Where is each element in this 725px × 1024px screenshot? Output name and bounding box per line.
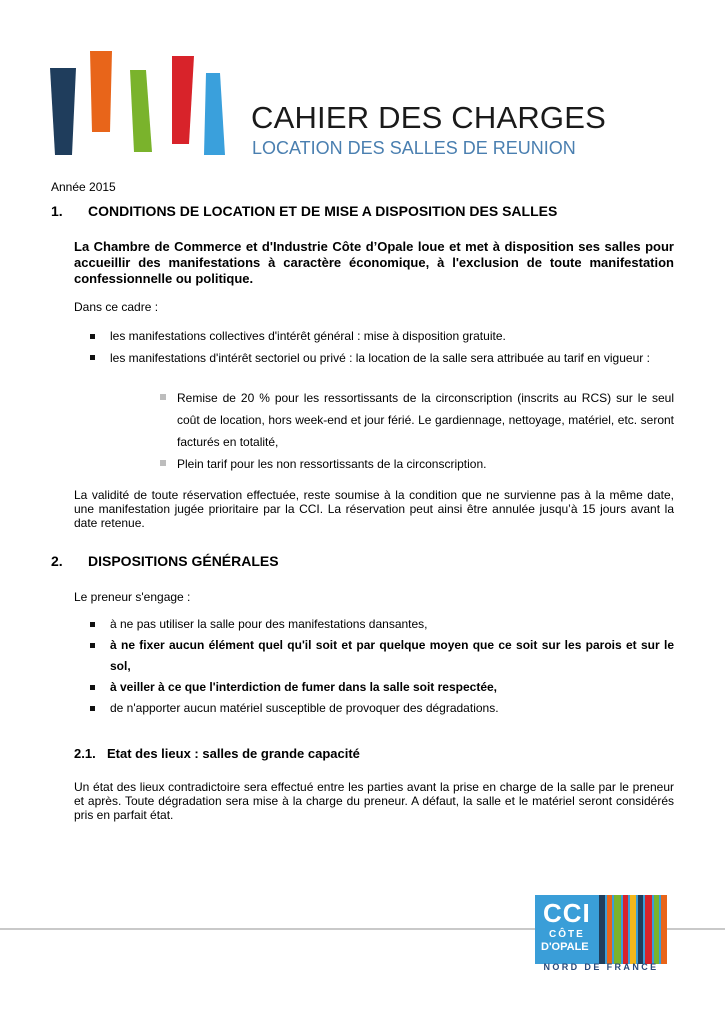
etat-des-lieux-paragraph: Un état des lieux contradictoire sera effectué entre les parties avant la prise en charge de la salle par le preneur et après. Toute dégradation sera mise à la charge du preneur. A défaut, la salle et le matériel seront considérés pris en parfait état. [74,780,674,822]
list-item: à veiller à ce que l'interdiction de fumer dans la salle soit respectée, [110,677,674,698]
section-2-1-title: Etat des lieux : salles de grande capacité [107,746,360,761]
sub-list-item: Plein tarif pour les non ressortissants de la circonscription. [177,453,674,475]
sub-list-item: Remise de 20 % pour les ressortissants de la circonscription (inscrits au RCS) sur le seul coût de location, hors week-end et jour férié. Le gardiennage, nettoyage, matériel, etc. seront facturés en totalité, [177,387,674,453]
cci-logo-opale: D'OPALE [541,941,589,953]
logo-bar-red [172,56,194,144]
list-item: les manifestations collectives d'intérêt général : mise à disposition gratuite. [110,326,674,347]
section-1-heading [51,203,691,221]
section-1-sub-bullets [177,387,674,475]
logo-bar-blue [204,73,225,155]
section-2-title: DISPOSITIONS GÉNÉRALES [88,553,279,569]
cci-logo-text: CCI [543,898,591,928]
year-label: Année 2015 [51,180,116,194]
logo-bar-navy [50,68,76,155]
list-item: à ne pas utiliser la salle pour des manifestations dansantes, [110,614,674,635]
section-2-number: 2. [51,553,63,569]
cci-logo-region: NORD DE FRANCE [543,962,659,972]
document-subtitle: LOCATION DES SALLES DE REUNION [252,138,576,158]
logo-bar-green [130,70,152,152]
section-2-bullets [110,614,674,719]
section-1-number: 1. [51,203,63,219]
logo-bar-orange [90,51,112,132]
section-1-intro: La Chambre de Commerce et d'Industrie Côte d’Opale loue et met à disposition ses salles pour accueillir des manifestations à caractère économique, à l'exclusion de toute manifestation confessionnelle ou politique. [74,239,674,286]
document-title: CAHIER DES CHARGES [251,100,606,135]
section-1-title: CONDITIONS DE LOCATION ET DE MISE A DISPOSITION DES SALLES [88,203,558,219]
section-2-1-heading [74,746,674,764]
list-item: de n'apporter aucun matériel susceptible de provoquer des dégradations. [110,698,674,719]
validity-paragraph: La validité de toute réservation effectuée, reste soumise à la condition que ne survienne pas à la même date, une manifestation jugée prioritaire par la CCI. La réservation peut ainsi être annulée jusqu’à 15 jours avant la date retenue. [74,488,674,530]
list-item: les manifestations d'intérêt sectoriel ou privé : la location de la salle sera attribuée au tarif en vigueur : [110,347,674,369]
preneur-lead: Le preneur s'engage : [74,590,191,604]
list-item: à ne fixer aucun élément quel qu'il soit et par quelque moyen que ce soit sur les parois et sur le sol, [110,635,674,677]
cci-logo-cote: CÔTE [549,929,585,940]
dans-ce-cadre: Dans ce cadre : [74,300,159,314]
section-2-heading [51,553,691,571]
cci-logo [535,895,667,964]
logo-bars [48,48,228,158]
section-2-1-number: 2.1. [74,746,96,761]
section-1-bullets [110,326,674,369]
